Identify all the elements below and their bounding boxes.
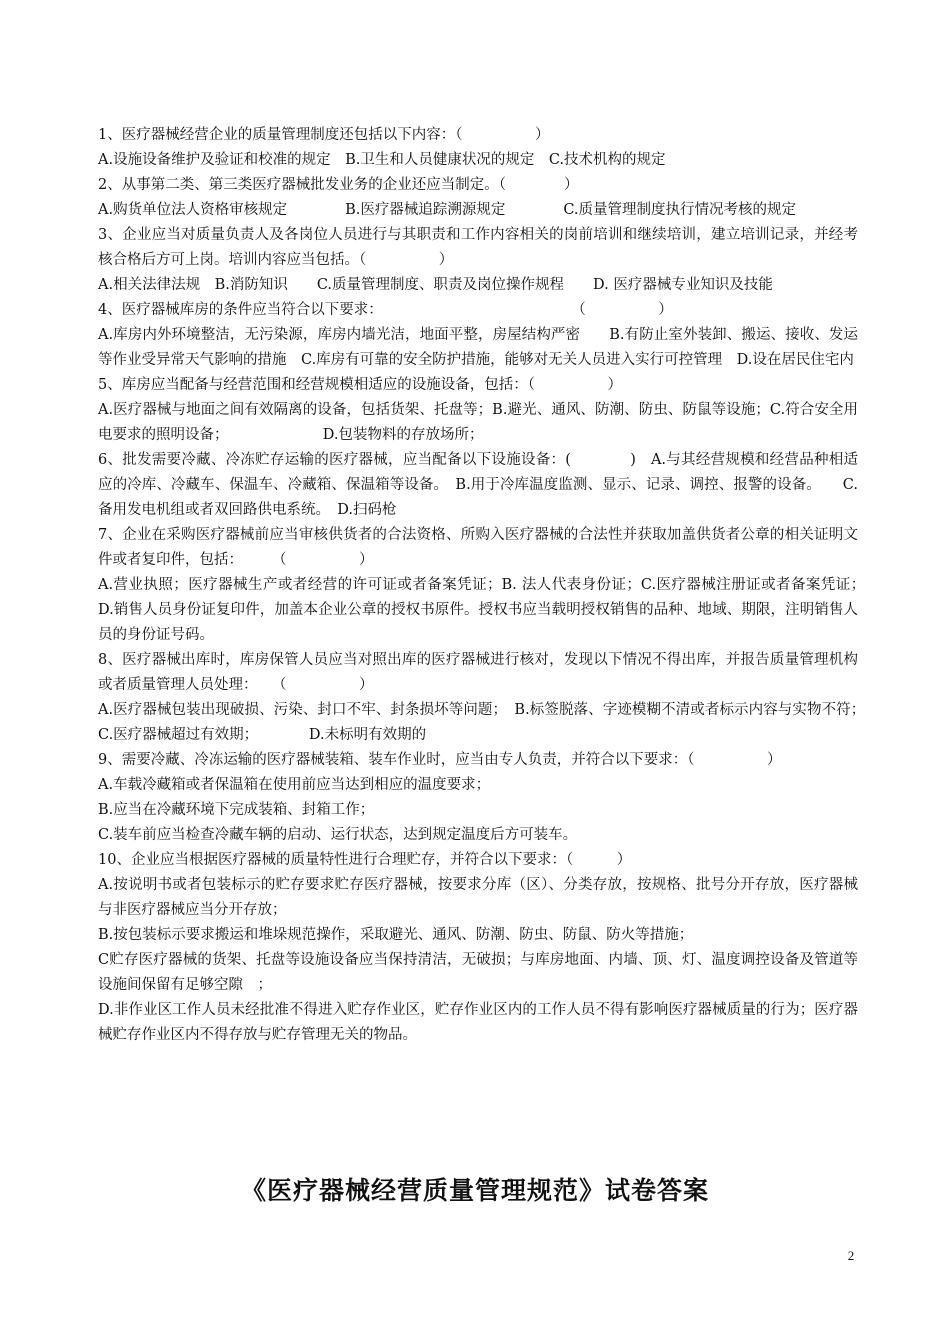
question-9-stem: 9、需要冷藏、冷冻运输的医疗器械装箱、装车作业时，应当由专人负责，并符合以下要求：（ ）	[98, 752, 782, 768]
question-10-option-b: B.按包装标示要求搬运和堆垛规范操作，采取避光、通风、防潮、防虫、防鼠、防火等措施；	[98, 927, 694, 943]
question-list	[98, 123, 931, 1048]
question-9-option-c: C.装车前应当检查冷藏车辆的启动、运行状态，达到规定温度后方可装车。	[98, 827, 578, 843]
question-3-options: A.相关法律法规 B.消防知识 C.质量管理制度、职责及岗位操作规程 D. 医疗器械专业知识及技能	[98, 277, 773, 293]
question-8-stem: 8、医疗器械出库时，库房保管人员应当对照出库的医疗器械进行核对，发现以下情况不得出库，并报告质量管理机构或者质量管理人员处理： （ ）	[98, 652, 858, 693]
question-8-options: A.医疗器械包装出现破损、污染、封口不牢、封条损坏等问题； B.标签脱落、字迹模糊不清或者标示内容与实物不符； C.医疗器械超过有效期； D.未标明有效期的	[98, 702, 931, 743]
question-7-options: A.营业执照；医疗器械生产或者经营的许可证或者备案凭证；B. 法人代表身份证；C.医疗器械注册证或者备案凭证； D.销售人员身份证复印件，加盖本企业公章的授权书原件。授权书应当载明授权销售的品种、地域、期限，注明销售人员的身份证号码。	[98, 577, 873, 643]
question-10-stem: 10、企业应当根据医疗器械的质量特性进行合理贮存，并符合以下要求：（ ）	[98, 852, 632, 868]
question-5-options: A.医疗器械与地面之间有效隔离的设备，包括货架、托盘等；B.避光、通风、防潮、防虫、防鼠等设施；C.符合安全用电要求的照明设备； D.包装物料的存放场所；	[98, 402, 858, 443]
question-5-stem: 5、库房应当配备与经营范围和经营规模相适应的设施设备，包括：（ ）	[98, 377, 622, 393]
question-2-stem: 2、从事第二类、第三类医疗器械批发业务的企业还应当制定。（ ）	[98, 177, 579, 193]
question-6-stem: 6、批发需要冷藏、冷冻贮存运输的医疗器械，应当配备以下设施设备：( ) A.与其经营规模和经营品种相适应的冷库、冷藏车、保温车、冷藏箱、保温箱等设备。 B.用于冷库温度监测、显示、记录、调控、报警的设备。 C.备用发电机组或者双回路供电系统。 D.扫码枪	[98, 452, 858, 518]
question-4-options: A.库房内外环境整洁，无污染源，库房内墙光洁，地面平整，房屋结构严密 B.有防止室外装卸、搬运、接收、发运等作业受异常天气影响的措施 C.库房有可靠的安全防护措施，能够对无关人员进入实行可控管理 D.设在居民住宅内	[98, 327, 858, 368]
question-9-option-a: A.车载冷藏箱或者保温箱在使用前应当达到相应的温度要求；	[98, 777, 491, 793]
answer-section-title: 《医疗器械经营质量管理规范》试卷答案	[240, 1176, 709, 1205]
question-4-stem: 4、医疗器械库房的条件应当符合以下要求： （ ）	[98, 302, 673, 318]
question-10-option-c: C贮存医疗器械的货架、托盘等设施设备应当保持清洁，无破损；与库房地面、内墙、顶、灯、温度调控设备及管道等设施间保留有足够空隙 ；	[98, 952, 858, 993]
question-2-options: A.购货单位法人资格审核规定 B.医疗器械追踪溯源规定 C.质量管理制度执行情况考核的规定	[98, 202, 797, 218]
question-7-stem: 7、企业在采购医疗器械前应当审核供货者的合法资格、所购入医疗器械的合法性并获取加盖供货者公章的相关证明文件或者复印件，包括： （ ）	[98, 527, 858, 568]
question-1-options: A.设施设备维护及验证和校准的规定 B.卫生和人员健康状况的规定 C.技术机构的规定	[98, 152, 666, 168]
question-10-option-a: A.按说明书或者包装标示的贮存要求贮存医疗器械，按要求分库（区）、分类存放，按规格、批号分开存放，医疗器械与非医疗器械应当分开存放；	[98, 877, 858, 918]
question-1-stem: 1、医疗器械经营企业的质量管理制度还包括以下内容：（ ）	[98, 127, 550, 143]
page-number: 2	[847, 1248, 855, 1263]
question-3-stem: 3、企业应当对质量负责人及各岗位人员进行与其职责和工作内容相关的岗前培训和继续培训，建立培训记录，并经考核合格后方可上岗。培训内容应当包括。（ ）	[98, 227, 858, 268]
question-10-option-d: D.非作业区工作人员未经批准不得进入贮存作业区，贮存作业区内的工作人员不得有影响医疗器械质量的行为；医疗器械贮存作业区内不得存放与贮存管理无关的物品。	[98, 1002, 858, 1043]
question-9-option-b: B.应当在冷藏环境下完成装箱、封箱工作；	[98, 802, 375, 818]
